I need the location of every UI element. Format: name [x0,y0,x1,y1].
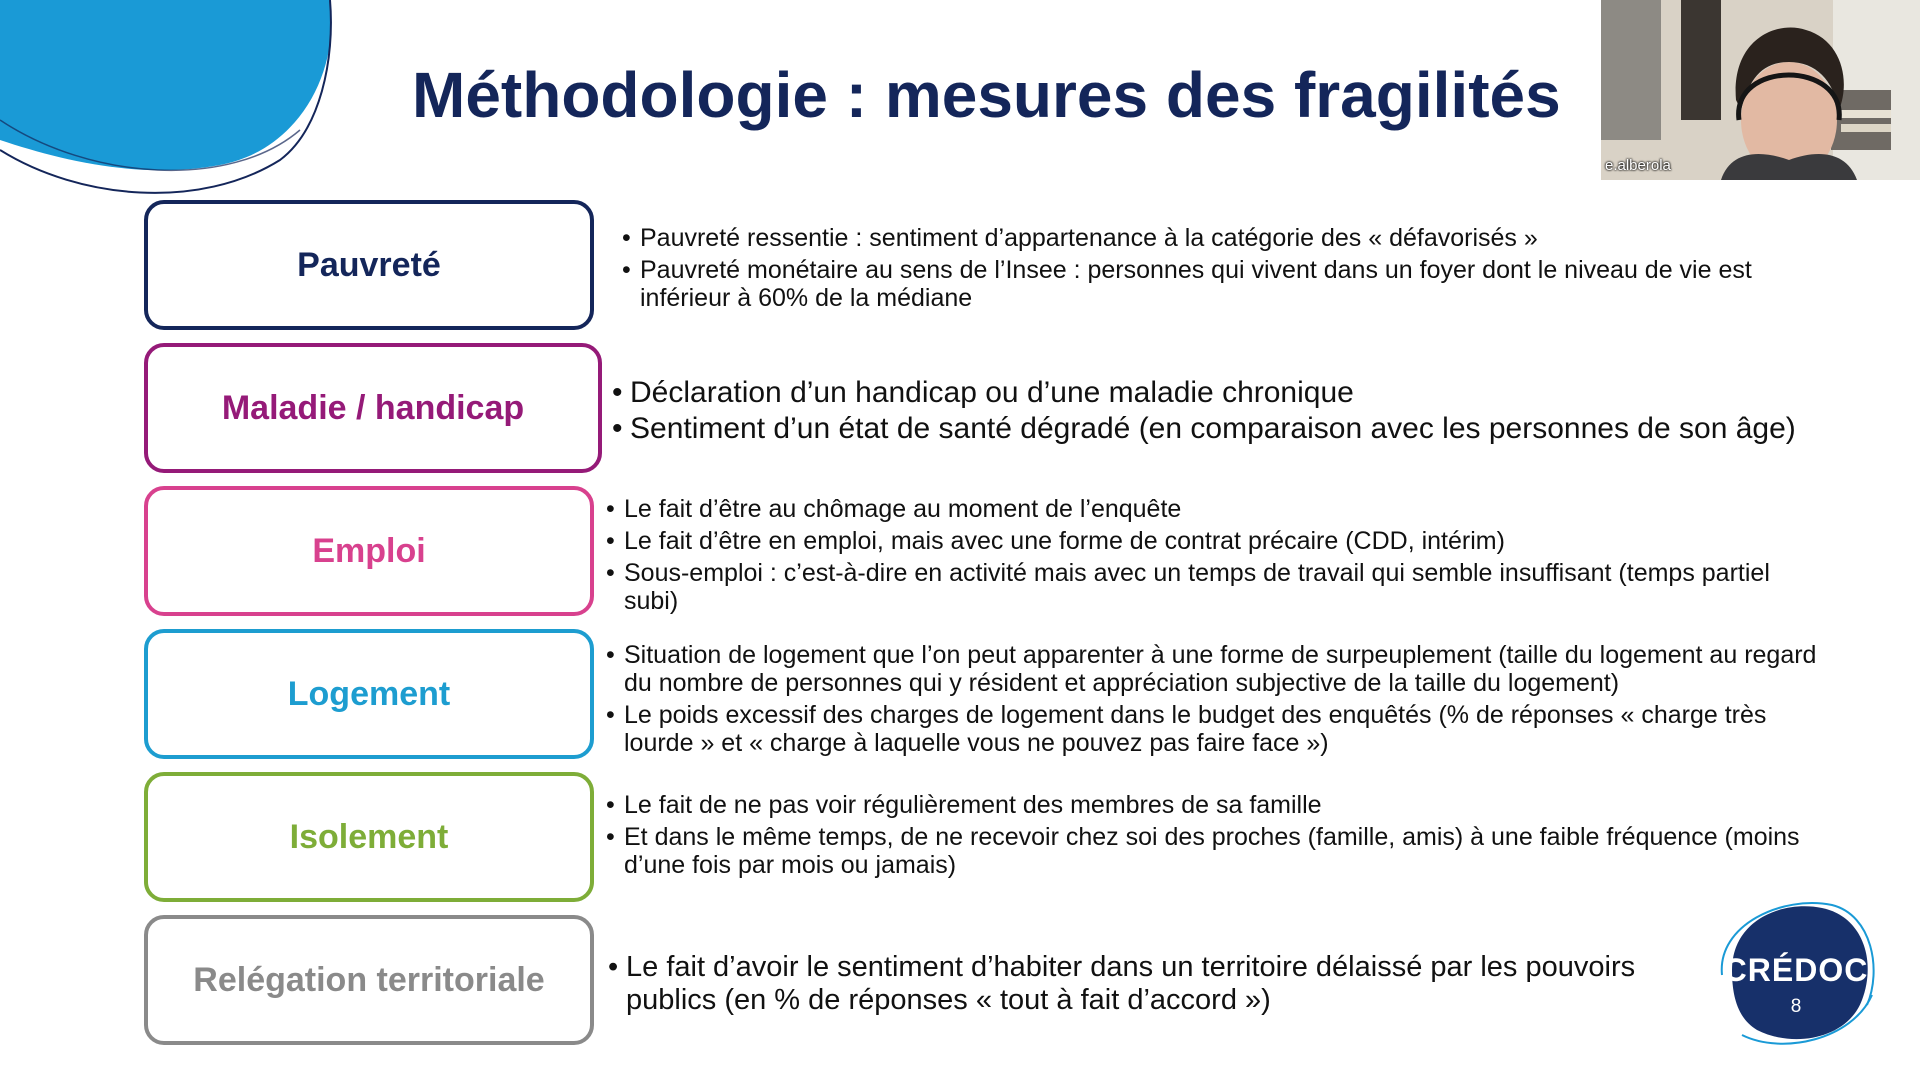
bullets-emploi [602,495,1822,615]
category-label: Pauvreté [297,245,441,284]
webcam-tile[interactable] [1601,0,1920,180]
list-item: • Le fait de ne pas voir régulièrement des membres de sa famille [606,791,1322,819]
bullets-logement [602,641,1817,757]
list-item: • Le fait d’avoir le sentiment d’habiter dans un territoire délaissé par les pouvoirs publics (en % de réponses « tout à fait d’accord ») [608,951,1636,1016]
list-item: • Le fait d’être en emploi, mais avec une forme de contrat précaire (CDD, intérim) [606,527,1505,555]
list-item: • Sentiment d’un état de santé dégradé (en comparaison avec les personnes de son âge) [612,412,1796,445]
page-number: 8 [1790,996,1802,1017]
bullets-isolement [602,791,1817,879]
category-box-pauvrete [144,200,594,330]
decorative-blue-shape [0,0,420,210]
category-box-logement [144,629,594,759]
list-item: • Situation de logement que l’on peut apparenter à une forme de surpeuplement (taille du logement au regard du nombre de personnes qui y résident et appréciation subjective de la taille du logement) [606,641,1817,697]
bullets-relegation-territoriale [604,951,1704,1017]
category-box-maladie-handicap [144,343,602,473]
category-box-isolement [144,772,594,902]
slide-title: Méthodologie : mesures des fragilités [412,59,1561,131]
logo-text: CRÉDOC [1723,952,1869,988]
list-item: • Sous-emploi : c’est-à-dire en activité mais avec un temps de travail qui semble insuffisant (temps partiel subi) [606,559,1770,615]
category-box-relegation-territoriale [144,915,594,1045]
category-label: Isolement [289,817,449,856]
list-item: • Le fait d’être au chômage au moment de l’enquête [606,495,1182,523]
list-item: • Déclaration d’un handicap ou d’une maladie chronique [612,376,1354,409]
participant-video [1601,0,1920,180]
category-label: Maladie / handicap [221,388,525,427]
list-item: • Le poids excessif des charges de logement dans le budget des enquêtés (% de réponses « charge très lourde » et « charge à laquelle vous ne pouvez pas faire face ») [606,701,1767,757]
participant-name: e.alberola [1605,157,1671,174]
credoc-logo [1712,900,1880,1050]
list-item: • Pauvreté ressentie : sentiment d’appartenance à la catégorie des « défavorisés » [622,224,1538,252]
list-item: • Pauvreté monétaire au sens de l’Insee : personnes qui vivent dans un foyer dont le niveau de vie est inférieur à 60% de la médiane [622,256,1752,312]
category-label: Relégation territoriale [193,960,545,999]
category-label: Emploi [312,531,426,570]
category-label: Logement [287,674,451,713]
bullets-pauvrete [618,224,1818,312]
bullets-maladie-handicap [608,376,1823,446]
list-item: • Et dans le même temps, de ne recevoir chez soi des proches (famille, amis) à une faible fréquence (moins d’une fois par mois ou jamais) [606,823,1800,879]
category-box-emploi [144,486,594,616]
